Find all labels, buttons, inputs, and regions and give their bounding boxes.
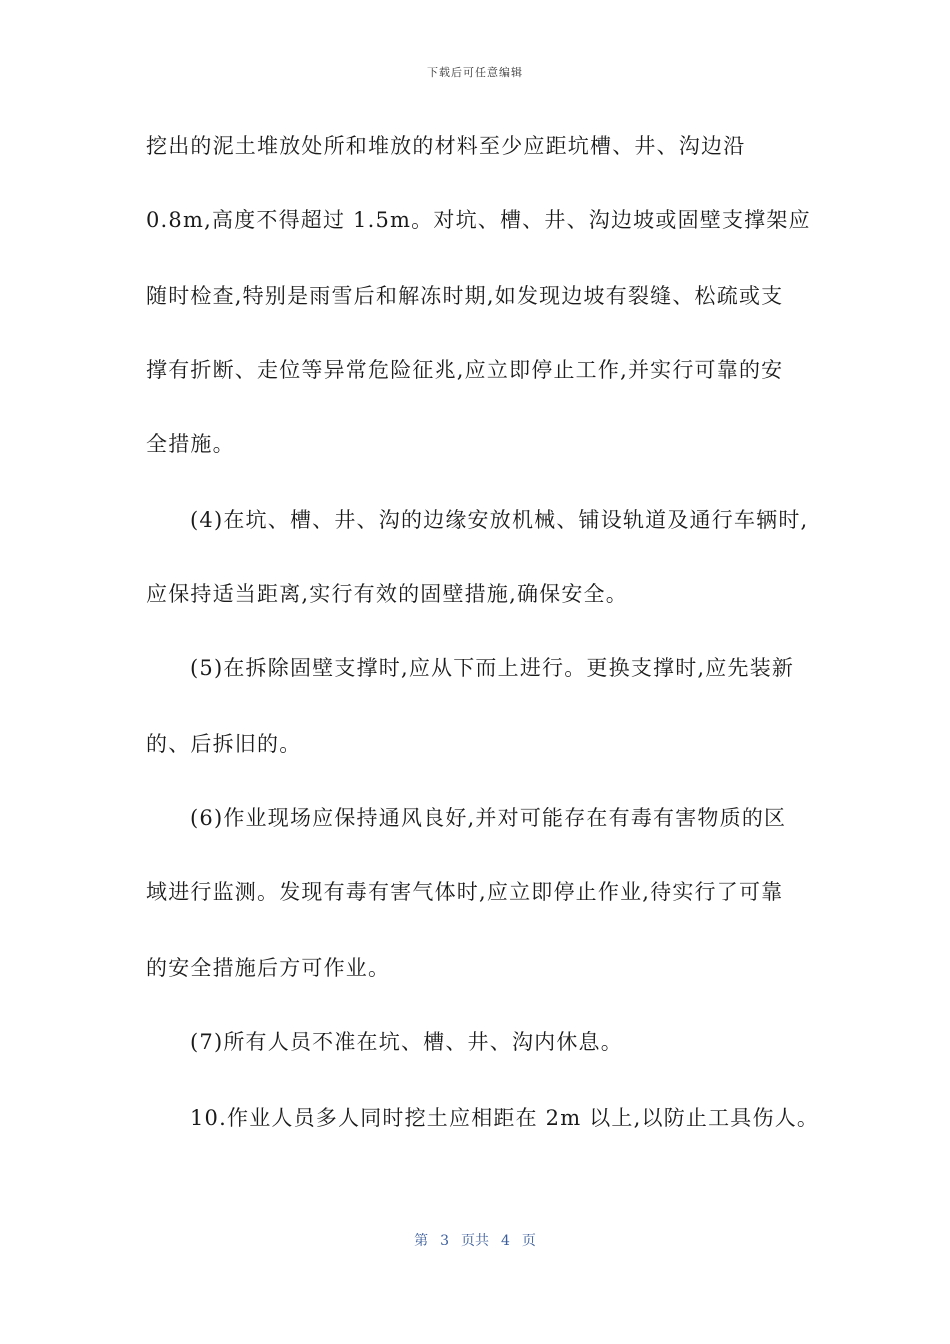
paragraph-start-line: (4)在坑、槽、井、沟的边缘安放机械、铺设轨道及通行车辆时, <box>190 508 809 532</box>
paragraph-start-line: 10.作业人员多人同时挖土应相距在 2m 以上,以防止工具伤人。 <box>190 1106 820 1130</box>
footer-prefix: 第 <box>414 1233 429 1249</box>
footer-suffix: 页 <box>521 1233 536 1249</box>
text-line: 0.8m,高度不得超过 1.5m。对坑、槽、井、沟边坡或固壁支撑架应 <box>146 208 811 232</box>
text-line: 的安全措施后方可作业。 <box>146 956 391 980</box>
text-line: 撑有折断、走位等异常危险征兆,应立即停止工作,并实行可靠的安 <box>146 358 784 382</box>
text-line: 挖出的泥土堆放处所和堆放的材料至少应距坑槽、井、沟边沿 <box>146 134 746 158</box>
footer-total-pages: 4 <box>501 1233 510 1249</box>
page-footer <box>0 1230 950 1250</box>
text-line: 全措施。 <box>146 432 235 456</box>
paragraph-start-line: (7)所有人员不准在坑、槽、井、沟内休息。 <box>190 1030 623 1054</box>
text-line: 随时检查,特别是雨雪后和解冻时期,如发现边坡有裂缝、松疏或支 <box>146 284 784 308</box>
text-line: 应保持适当距离,实行有效的固壁措施,确保安全。 <box>146 582 628 606</box>
paragraph-start-line: (6)作业现场应保持通风良好,并对可能存在有毒有害物质的区 <box>190 806 787 830</box>
page-header: 下载后可任意编辑 <box>427 66 523 79</box>
footer-page-number: 3 <box>440 1233 449 1249</box>
text-line: 域进行监测。发现有毒有害气体时,应立即停止作业,待实行了可靠 <box>146 880 784 904</box>
text-line: 的、后拆旧的。 <box>146 732 302 756</box>
paragraph-start-line: (5)在拆除固壁支撑时,应从下而上进行。更换支撑时,应先装新 <box>190 656 795 680</box>
footer-middle: 页共 <box>461 1233 489 1249</box>
